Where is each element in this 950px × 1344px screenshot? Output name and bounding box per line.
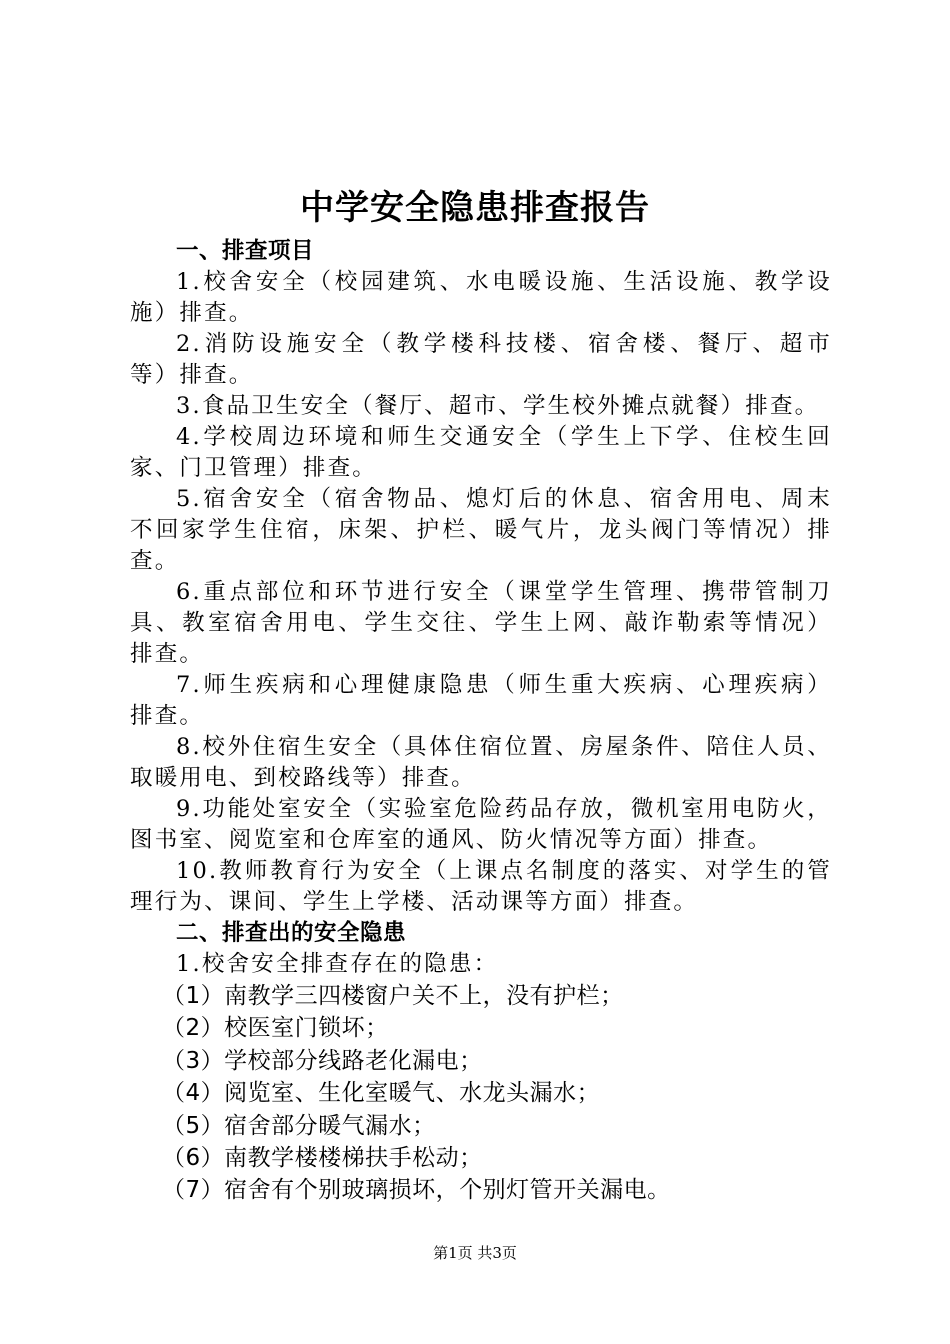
section-heading: 二、排查出的安全隐患 (176, 920, 407, 946)
paragraph-line: 不回家学生住宿，床架、护栏、暖气片，龙头阀门等情况）排 (130, 517, 832, 543)
paragraph-line: 1.校舍安全排查存在的隐患： (176, 951, 499, 977)
page-footer: 第1页 共3页 (433, 1244, 517, 1262)
paragraph-line: 取暖用电、到校路线等）排查。 (130, 765, 476, 791)
paragraph-line: 5.宿舍安全（宿舍物品、熄灯后的休息、宿舍用电、周末 (176, 486, 832, 512)
paragraph-line: 4.学校周边环境和师生交通安全（学生上下学、住校生回 (176, 424, 832, 450)
paragraph-line: 2.消防设施安全（教学楼科技楼、宿舍楼、餐厅、超市 (176, 331, 832, 357)
paragraph-line: 3.食品卫生安全（餐厅、超市、学生校外摊点就餐）排查。 (176, 393, 820, 419)
paragraph-line: 7.师生疾病和心理健康隐患（师生重大疾病、心理疾病） (176, 672, 832, 698)
document-title: 中学安全隐患排查报告 (300, 188, 650, 228)
paragraph-line: 10.教师教育行为安全（上课点名制度的落实、对学生的管 (176, 858, 832, 884)
hazard-list-item: （2）校医室门锁坏； (162, 1015, 389, 1042)
hazard-list-item: （6）南教学楼楼梯扶手松动； (162, 1144, 483, 1171)
hazard-list-item: （4）阅览室、生化室暖气、水龙头漏水； (162, 1080, 601, 1107)
paragraph-line: 施）排查。 (130, 300, 254, 326)
paragraph-line: 排查。 (130, 641, 205, 667)
section-heading: 一、排查项目 (176, 238, 315, 264)
hazard-list-item: （1）南教学三四楼窗户关不上，没有护栏； (162, 983, 624, 1009)
document-body (130, 236, 832, 1207)
paragraph-line: 8.校外住宿生安全（具体住宿位置、房屋条件、陪住人员、 (176, 734, 832, 760)
paragraph-line: 排查。 (130, 703, 205, 729)
paragraph-line: 具、教室宿舍用电、学生交往、学生上网、敲诈勒索等情况） (130, 610, 832, 636)
hazard-list-item: （5）宿舍部分暖气漏水； (162, 1112, 436, 1139)
paragraph-line: 家、门卫管理）排查。 (130, 455, 378, 481)
paragraph-line: 查。 (130, 548, 180, 574)
paragraph-line: 理行为、课间、学生上学楼、活动课等方面）排查。 (130, 889, 699, 915)
paragraph-line: 等）排查。 (130, 362, 254, 388)
paragraph-line: 1.校舍安全（校园建筑、水电暖设施、生活设施、教学设 (176, 269, 832, 295)
hazard-list-item: （3）学校部分线路老化漏电； (162, 1047, 483, 1074)
paragraph-line: 6.重点部位和环节进行安全（课堂学生管理、携带管制刀 (176, 579, 832, 605)
hazard-list-item: （7）宿舍有个别玻璃损坏，个别灯管开关漏电。 (162, 1177, 671, 1204)
paragraph-line: 图书室、阅览室和仓库室的通风、防火情况等方面）排查。 (130, 827, 773, 853)
paragraph-line: 9.功能处室安全（实验室危险药品存放，微机室用电防火， (176, 796, 832, 822)
